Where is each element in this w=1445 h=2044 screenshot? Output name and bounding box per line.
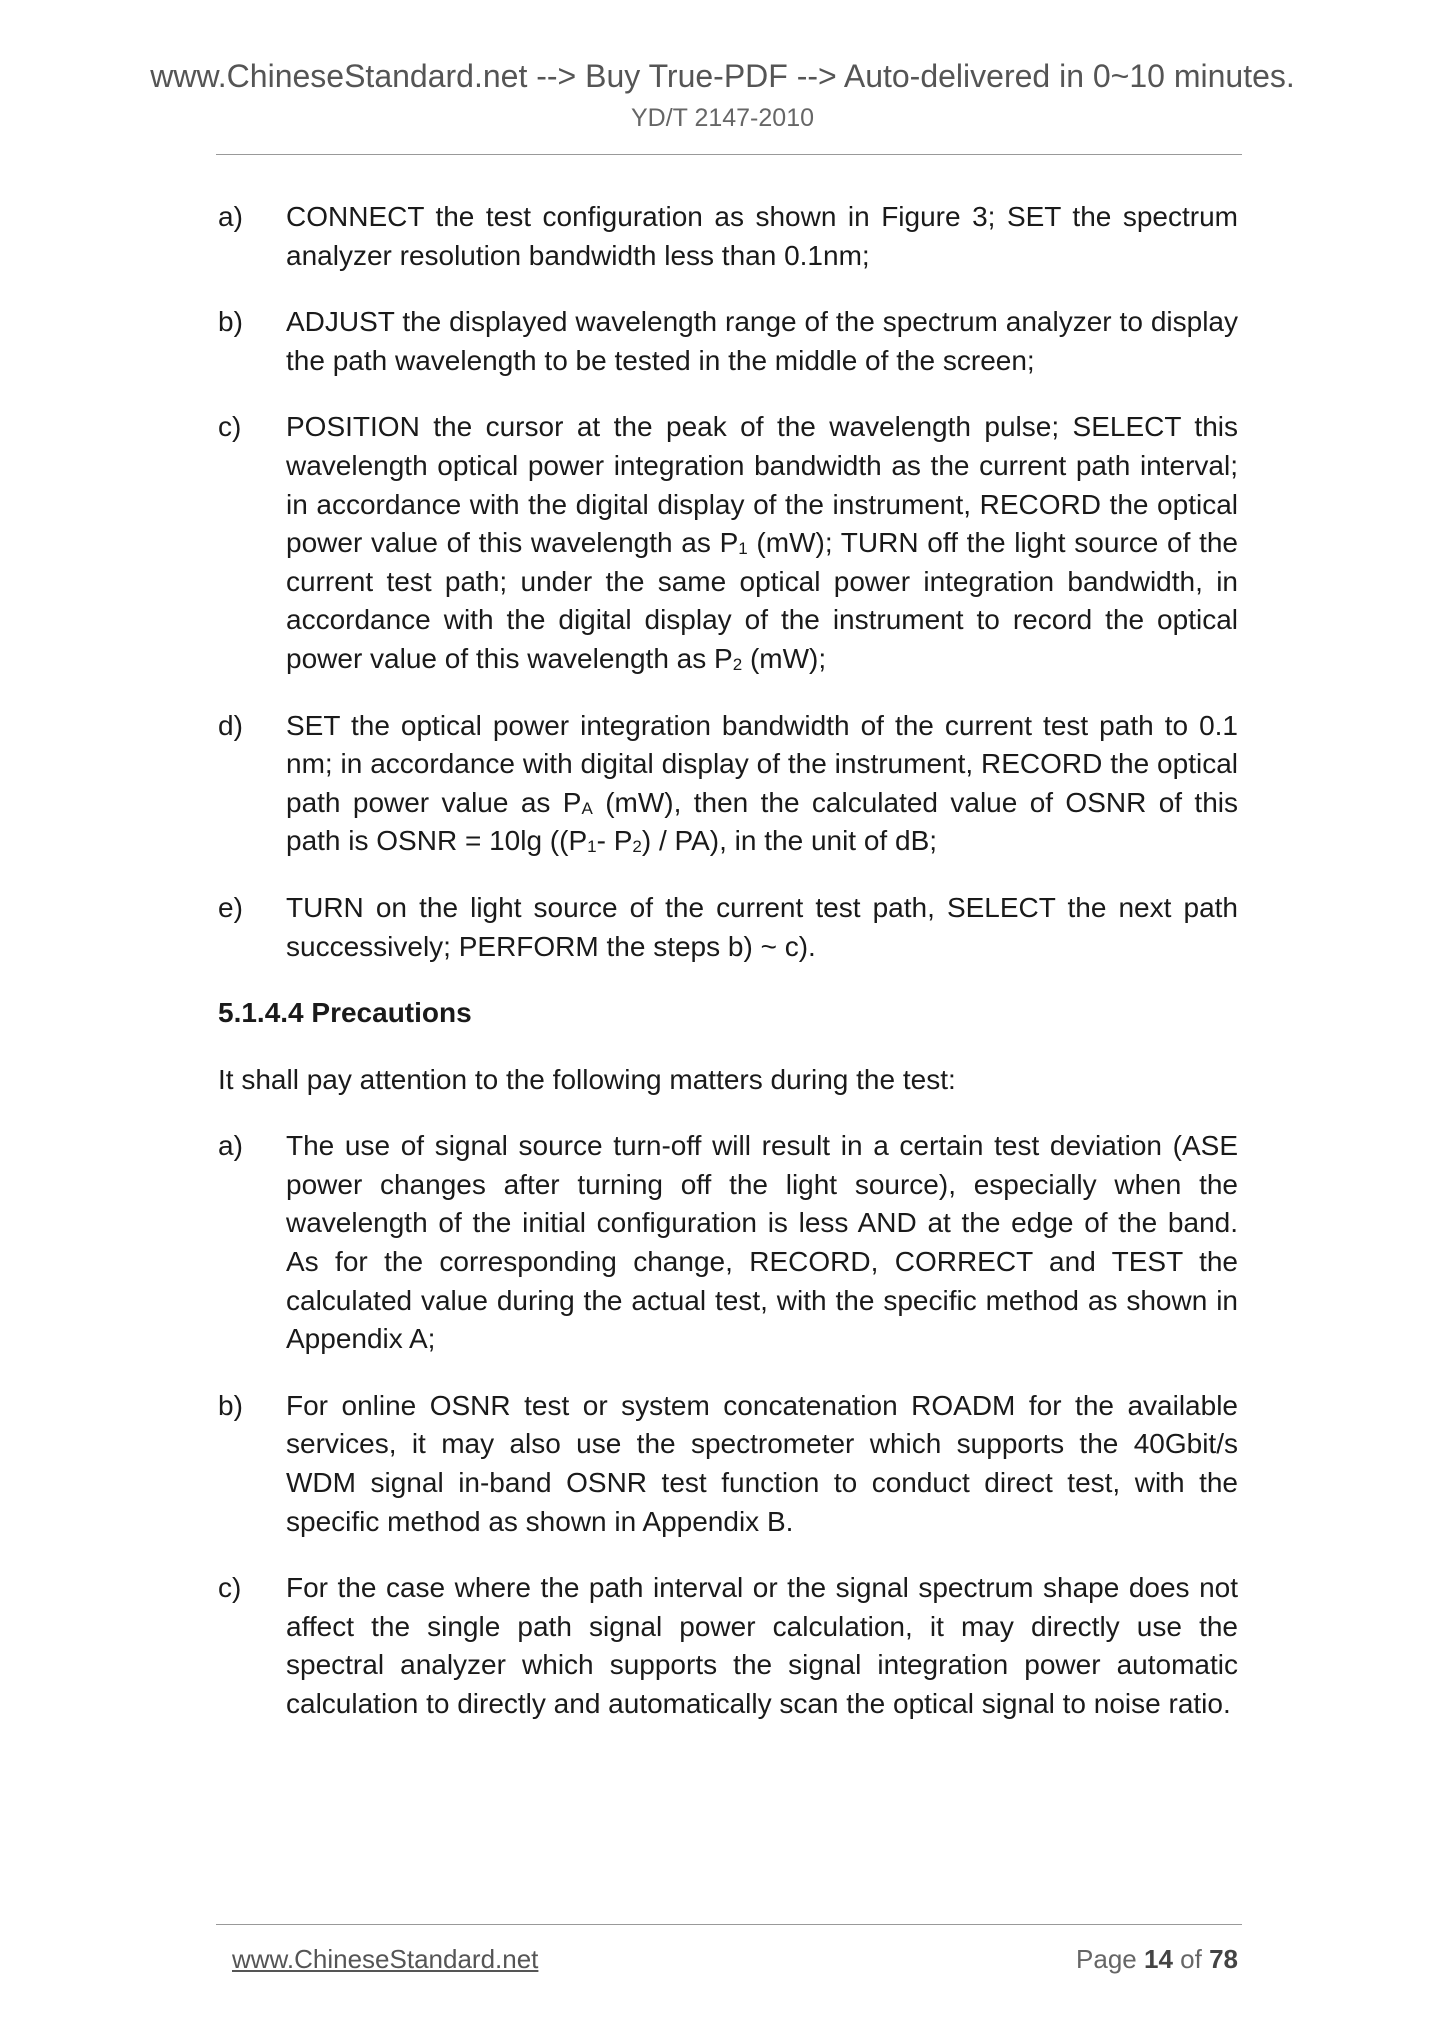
- step-text: POSITION the cursor at the peak of the wavelength pulse; SELECT this wavelength optical power integration bandwidth as the current path interval; in accordance with the digital display of the instrument, RECORD the optical power value of this wavelength as $P_1$ (mW); TURN off the light source of the current test path; under the same optical power integration bandwidth, in accordance with the digital display of the instrument to record the optical power value of this wavelength as $P_2$ (mW);: [286, 411, 1239, 674]
- page-number: Page 14 of 78: [1076, 1944, 1238, 1974]
- precaution-text: For online OSNR test or system concatenation ROADM for the available services, it may also use the spectrometer which supports the 40Gbit/s WDM signal in-band OSNR test function to conduct direct test, with the specific method as shown in Appendix B.: [286, 1389, 1238, 1537]
- precaution-marker: b): [218, 1389, 243, 1421]
- step-marker: a): [218, 201, 243, 232]
- subscript: 1: [587, 837, 597, 857]
- subscript: 2: [732, 654, 743, 674]
- step-a: [218, 198, 1238, 275]
- section-intro: It shall pay attention to the following matters during the test:: [218, 1063, 956, 1095]
- subscript: A: [581, 798, 593, 818]
- step-text: CONNECT the test configuration as shown in Figure 3; SET the spectrum analyzer resolution bandwidth less than 0.1nm;: [286, 201, 1238, 271]
- precaution-text: For the case where the path interval or the signal spectrum shape does not affect the single path signal power calculation, it may directly use the spectral analyzer which supports the signal integration power automatic calculation to directly and automatically scan the optical signal to noise ratio.: [286, 1572, 1238, 1719]
- total-pages: 78: [1209, 1944, 1238, 1974]
- step-d: [218, 707, 1239, 861]
- header-banner: www.ChineseStandard.net --> Buy True-PDF --> Auto-delivered in 0~10 minutes.: [150, 58, 1295, 94]
- step-marker: e): [218, 891, 243, 923]
- page-body: [218, 198, 1238, 1752]
- footer-divider: [216, 1924, 1242, 1925]
- precaution-marker: a): [218, 1130, 243, 1162]
- step-c: [218, 408, 1239, 678]
- subscript: 1: [738, 539, 748, 559]
- step-e: [218, 889, 1238, 966]
- step-text: TURN on the light source of the current test path, SELECT the next path successively; PERFORM the steps b) ~ c).: [286, 891, 1238, 962]
- step-marker: c): [218, 411, 242, 443]
- precaution-c: [218, 1569, 1238, 1723]
- step-b: [218, 303, 1238, 380]
- precaution-b: [218, 1387, 1238, 1541]
- section-heading: 5.1.4.4 Precautions: [218, 997, 472, 1029]
- precaution-a: [218, 1127, 1238, 1359]
- step-text: ADJUST the displayed wavelength range of the spectrum analyzer to display the path wavelength to be tested in the middle of the screen;: [286, 306, 1238, 376]
- header-divider: [216, 154, 1242, 155]
- precaution-text: The use of signal source turn-off will result in a certain test deviation (ASE power changes after turning off the light source), especially when the wavelength of the initial configuration is less AND at the edge of the band. As for the corresponding change, RECORD, CORRECT and TEST the calculated value during the actual test, with the specific method as shown in Appendix A;: [286, 1130, 1238, 1355]
- document-code: YD/T 2147-2010: [631, 104, 814, 132]
- precaution-marker: c): [218, 1572, 242, 1604]
- footer-site-link[interactable]: www.ChineseStandard.net: [232, 1944, 539, 1974]
- step-text: SET the optical power integration bandwidth of the current test path to 0.1 nm; in accordance with digital display of the instrument, RECORD the optical path power value as $P_A$ (mW), then the calculated value of OSNR of this path is OSNR = 10lg (($P_1-$ $P_2) / PA$), in the unit of dB;: [286, 709, 1239, 857]
- step-marker: b): [218, 306, 243, 338]
- subscript: 2: [632, 837, 642, 857]
- current-page: 14: [1144, 1944, 1173, 1974]
- step-marker: d): [218, 709, 243, 741]
